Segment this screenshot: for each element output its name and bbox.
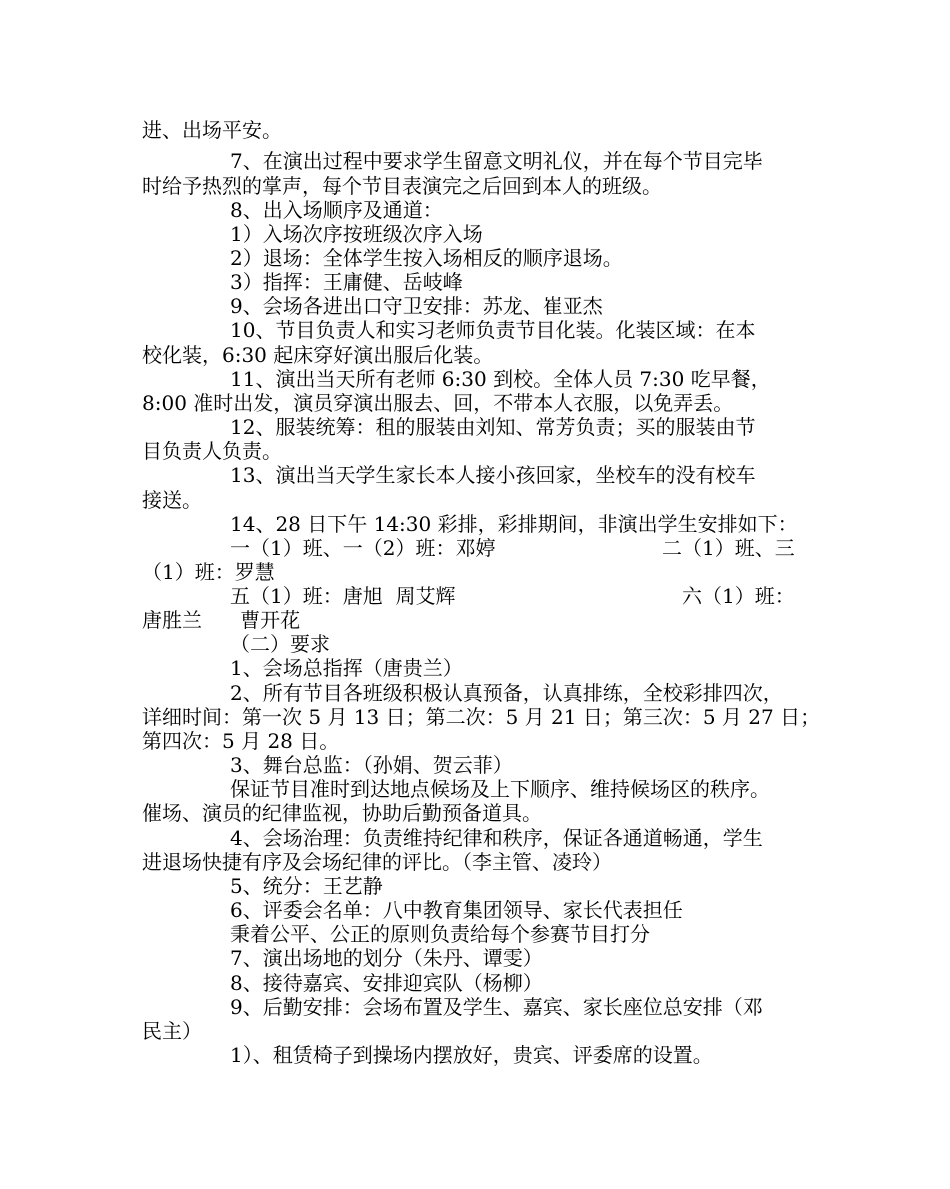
text-line: 1）、租赁椅子到操场内摆放好，贵宾、评委席的设置。: [230, 1043, 713, 1067]
text-line: 进退场快捷有序及会场纪律的评比。（李主管、凌玲）: [142, 850, 612, 874]
text-line: 7、演出场地的划分（朱丹、谭雯）: [230, 946, 543, 970]
text-line: 1）入场次序按班级次序入场: [230, 222, 483, 246]
text-line: 4、会场治理：负责维持纪律和秩序，保证各通道畅通，学生: [230, 826, 763, 850]
text-line: 2）退场：全体学生按入场相反的顺序退场。: [230, 246, 623, 270]
text-line: 13、演出当天学生家长本人接小孩回家，坐校车的没有校车: [230, 463, 756, 487]
text-line: 详细时间：第一次 5 月 13 日；第二次：5 月 21 日；第三次：5 月 27 日；: [142, 705, 821, 729]
text-line: 12、服装统筹：租的服装由刘知、常芳负责；买的服装由节: [230, 415, 756, 439]
text-line: 二（1）班、三: [662, 536, 795, 560]
text-line: 6、评委会名单：八中教育集团领导、家长代表担任: [230, 898, 683, 922]
text-line: 8、接待嘉宾、安排迎宾队（杨柳）: [230, 971, 543, 995]
text-line: （二）要求: [230, 632, 330, 656]
text-line: 10、节目负责人和实习老师负责节目化装。化装区域：在本: [230, 318, 756, 342]
text-line: 时给予热烈的掌声，每个节目表演完之后回到本人的班级。: [142, 174, 662, 198]
text-line: 五（1）班：唐旭 周艾辉: [230, 584, 456, 608]
text-line: 六（1）班：: [682, 584, 795, 608]
text-line: 2、所有节目各班级积极认真预备，认真排练，全校彩排四次，: [230, 681, 783, 705]
text-line: 进、出场平安。: [142, 118, 282, 142]
text-line: 一（1）班、一（2）班：邓婷: [230, 536, 496, 560]
text-line: 7、在演出过程中要求学生留意文明礼仪，并在每个节目完毕: [230, 149, 763, 173]
text-line: 5、统分：王艺静: [230, 874, 383, 898]
text-line: 9、会场各进出口守卫安排：苏龙、崔亚杰: [230, 294, 603, 318]
text-line: 接送。: [142, 488, 202, 512]
text-line: 1、会场总指挥（唐贵兰）: [230, 656, 463, 680]
text-line: 第四次：5 月 28 日。: [142, 729, 340, 753]
text-line: 3）指挥：王庸健、岳岐峰: [230, 270, 463, 294]
text-line: 校化装，6:30 起床穿好演出服后化装。: [142, 343, 494, 367]
text-line: 14、28 日下午 14:30 彩排，彩排期间，非演出学生安排如下：: [230, 512, 798, 536]
text-line: 民主）: [142, 1019, 202, 1043]
text-line: 9、后勤安排：会场布置及学生、嘉宾、家长座位总安排（邓: [230, 995, 763, 1019]
text-line: 秉着公平、公正的原则负责给每个参赛节目打分: [230, 922, 650, 946]
text-line: 催场、演员的纪律监视，协助后勤预备道具。: [142, 801, 542, 825]
text-line: 8:00 准时出发，演员穿演出服去、回，不带本人衣服，以免弄丢。: [142, 391, 734, 415]
text-line: 3、舞台总监：（孙娟、贺云菲）: [230, 753, 513, 777]
text-line: 11、演出当天所有老师 6:30 到校。全体人员 7:30 吃早餐，: [230, 367, 771, 391]
text-line: （1）班：罗慧: [142, 560, 275, 584]
text-line: 保证节目准时到达地点候场及上下顺序、维持候场区的秩序。: [230, 777, 770, 801]
text-line: 唐胜兰 曹开花: [142, 608, 301, 632]
text-line: 8、出入场顺序及通道：: [230, 198, 443, 222]
text-line: 目负责人负责。: [142, 439, 282, 463]
